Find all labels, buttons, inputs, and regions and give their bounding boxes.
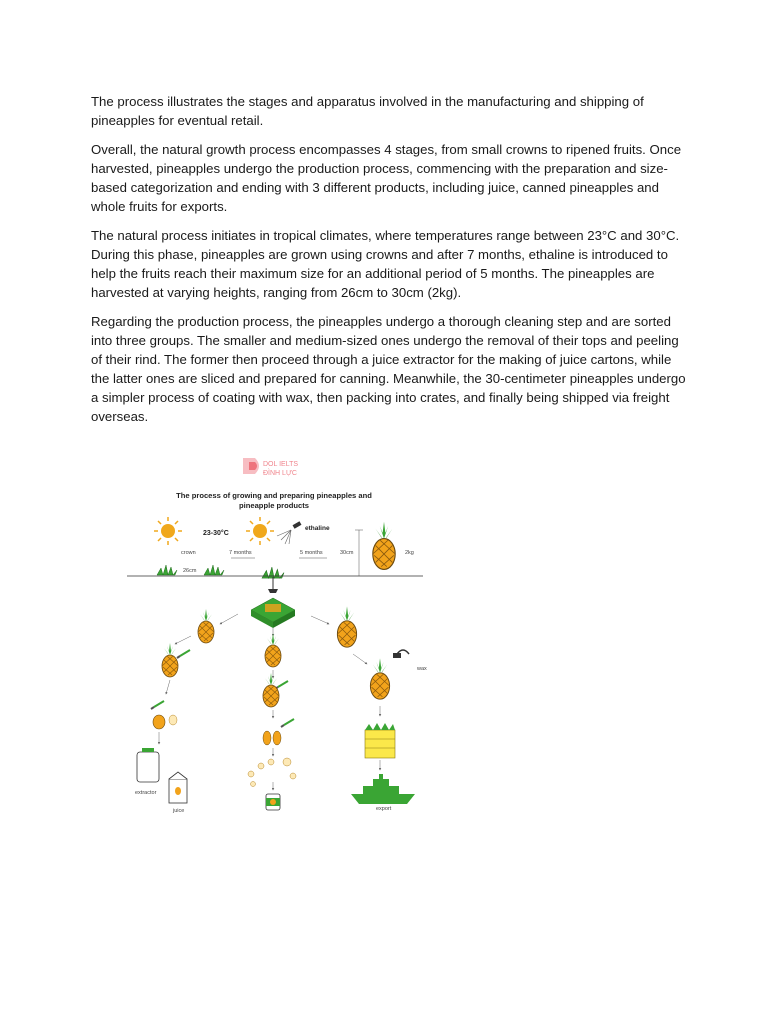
export-label: export bbox=[376, 806, 392, 812]
crate-icon bbox=[365, 723, 395, 758]
small-pineapple-icon bbox=[162, 643, 178, 677]
brand-logo bbox=[243, 458, 298, 477]
paragraph-natural-process: The natural process initiates in tropical climates, where temperatures range between 23°C and 30°C. During this phase, pineapples are grown using crowns and after 7 months, ethaline is introduced to help the fruits reach their maximum size for an additional period of 5 months. The pineapples are harvested at varying heights, ranging from 26cm to 30cm (2kg). bbox=[91, 228, 680, 300]
cutting-tool-icon bbox=[151, 701, 164, 709]
juice-label: juice bbox=[173, 808, 185, 814]
large-pineapple-icon bbox=[337, 606, 356, 647]
grown-plant-icon bbox=[262, 567, 284, 578]
paragraph-production-process: Regarding the production process, the pineapples undergo a thorough cleaning step and are sorted into three groups. The smaller and medium-sized ones undergo the removal of their tops and peeling of their rind. The former then proceed through a juice extractor for the making of juice cartons, while the latter ones are sliced and prepared for canning. Meanwhile, the 30-centimeter pineapples undergo a simpler process of coating with wax, then packing into crates, and finally being shipped via freight overseas. bbox=[91, 314, 686, 424]
juice-carton-icon bbox=[169, 772, 187, 803]
process-diagram-svg bbox=[93, 444, 459, 826]
ethaline-label: ethaline bbox=[305, 525, 330, 532]
sun-icon bbox=[246, 517, 274, 545]
extractor-label: extractor bbox=[135, 790, 157, 796]
waxed-pineapple-icon bbox=[370, 658, 389, 699]
brand-line2: ĐÌNH LỰC bbox=[263, 470, 297, 477]
temperature-label: 23-30°C bbox=[203, 530, 229, 537]
sliced-pineapple-icon bbox=[263, 731, 281, 745]
five-months-label: 5 months bbox=[300, 550, 323, 556]
wax-label: wax bbox=[417, 666, 427, 672]
height-30cm-label: 30cm bbox=[340, 550, 354, 556]
young-plant-icon bbox=[204, 565, 224, 575]
paragraph-intro: The process illustrates the stages and apparatus involved in the manufacturing and shipping of pineapples for eventual retail. bbox=[91, 94, 644, 128]
cutting-tool-icon bbox=[177, 650, 190, 658]
medium-pineapple-icon bbox=[263, 673, 279, 707]
medium-pineapple-icon bbox=[265, 633, 281, 667]
small-pineapple-icon bbox=[198, 609, 214, 643]
essay-text bbox=[91, 92, 691, 436]
sun-icon bbox=[154, 517, 182, 545]
crown-label: crown bbox=[181, 550, 196, 556]
diagram-title-line1: The process of growing and preparing pineapples and bbox=[176, 491, 372, 500]
crown-plant-icon bbox=[157, 565, 177, 575]
weight-2kg-label: 2kg bbox=[405, 550, 414, 556]
pineapple-can-icon bbox=[266, 794, 280, 810]
wax-sprayer-icon bbox=[393, 650, 409, 658]
washing-machine-icon bbox=[251, 577, 295, 628]
cutting-tool-icon bbox=[275, 681, 288, 689]
process-diagram bbox=[93, 444, 459, 826]
diagram-title-line2: pineapple products bbox=[238, 501, 310, 510]
paragraph-overview: Overall, the natural growth process encompasses 4 stages, from small crowns to ripened fruits. Once harvested, pineapples undergo the production process, commencing with the preparation and size-based categorization and ending with 3 different products, including juice, canned pineapples and whole fruits for exports. bbox=[91, 142, 682, 214]
pineapple-slices-icon bbox=[248, 758, 296, 787]
brand-line1: DOL IELTS bbox=[263, 461, 299, 468]
peeled-pineapple-icon bbox=[153, 715, 177, 729]
ripe-pineapple-icon bbox=[373, 522, 395, 570]
seven-months-label: 7 months bbox=[229, 550, 252, 556]
sprayer-icon bbox=[277, 521, 301, 544]
cargo-ship-icon bbox=[351, 774, 415, 804]
cutting-tool-icon bbox=[281, 719, 294, 727]
height-26cm-label: 26cm bbox=[183, 568, 197, 574]
juice-extractor-icon bbox=[137, 748, 159, 782]
